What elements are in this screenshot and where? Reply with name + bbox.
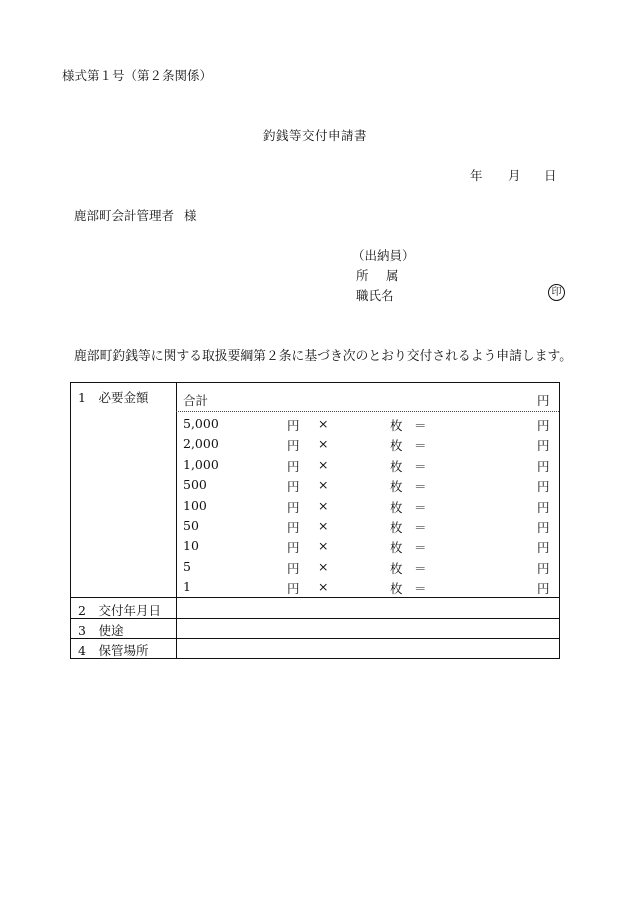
denomination-value: 50 xyxy=(183,518,199,533)
storage-location-field[interactable] xyxy=(177,639,559,657)
dept-label-1: 所 xyxy=(356,268,369,283)
count-unit: 枚 xyxy=(390,418,403,433)
denomination-unit: 円 xyxy=(287,438,300,454)
date-day-label: 日 xyxy=(544,168,557,183)
equals-sign: ＝ xyxy=(414,438,427,454)
denomination-value: 1,000 xyxy=(183,456,219,472)
denomination-unit: 円 xyxy=(287,479,300,495)
denomination-value: 5 xyxy=(183,558,191,574)
equals-sign: ＝ xyxy=(414,418,427,433)
count-unit: 枚 xyxy=(390,560,403,576)
multiply-sign: × xyxy=(318,579,329,595)
denomination-value: 2,000 xyxy=(183,436,219,452)
count-unit: 枚 xyxy=(390,479,403,495)
row-storage-location-label: 4 保管場所 xyxy=(78,643,149,658)
amount-unit: 円 xyxy=(537,458,550,474)
equals-sign: ＝ xyxy=(414,540,427,556)
dept-label-2: 属 xyxy=(386,268,399,283)
date-year-label: 年 xyxy=(470,168,483,183)
amount-unit: 円 xyxy=(537,520,550,535)
multiply-sign: × xyxy=(318,538,329,554)
row-issue-date-label: 2 交付年月日 xyxy=(78,603,161,618)
total-divider xyxy=(176,411,559,412)
denomination-unit: 円 xyxy=(287,499,300,515)
addressee-honorific: 様 xyxy=(184,208,197,223)
multiply-sign: × xyxy=(318,497,329,513)
purpose-field[interactable] xyxy=(177,619,559,638)
count-unit: 枚 xyxy=(390,438,403,454)
equals-sign: ＝ xyxy=(414,458,427,474)
total-label: 合計 xyxy=(183,393,209,408)
multiply-sign: × xyxy=(318,416,329,431)
addressee-name: 鹿部町会計管理者 xyxy=(74,208,175,223)
equals-sign: ＝ xyxy=(414,479,427,495)
count-unit: 枚 xyxy=(390,458,403,474)
denomination-value: 1 xyxy=(183,579,191,595)
multiply-sign: × xyxy=(318,558,329,574)
name-label: 職氏名 xyxy=(356,288,394,303)
amount-unit: 円 xyxy=(537,581,550,597)
denomination-value: 5,000 xyxy=(183,416,219,431)
seal-mark-icon: 印 xyxy=(548,284,565,301)
multiply-sign: × xyxy=(318,518,329,533)
count-unit: 枚 xyxy=(390,520,403,535)
denomination-value: 10 xyxy=(183,538,199,554)
denomination-unit: 円 xyxy=(287,581,300,597)
row-purpose-label: 3 使途 xyxy=(78,623,124,638)
equals-sign: ＝ xyxy=(414,499,427,515)
multiply-sign: × xyxy=(318,477,329,493)
form-number: 様式第１号（第２条関係） xyxy=(62,68,213,83)
denomination-unit: 円 xyxy=(287,418,300,433)
denomination-unit: 円 xyxy=(287,458,300,474)
multiply-sign: × xyxy=(318,456,329,472)
amount-unit: 円 xyxy=(537,499,550,515)
amount-unit: 円 xyxy=(537,418,550,433)
document-title: 釣銭等交付申請書 xyxy=(262,128,367,143)
denomination-unit: 円 xyxy=(287,540,300,556)
denomination-unit: 円 xyxy=(287,560,300,576)
amount-unit: 円 xyxy=(537,438,550,454)
applicant-heading: （出納員） xyxy=(352,248,415,263)
denomination-value: 500 xyxy=(183,477,207,493)
multiply-sign: × xyxy=(318,436,329,452)
application-statement: 鹿部町釣銭等に関する取扱要綱第２条に基づき次のとおり交付されるよう申請します。 xyxy=(74,349,573,364)
count-unit: 枚 xyxy=(390,540,403,556)
amount-unit: 円 xyxy=(537,479,550,495)
equals-sign: ＝ xyxy=(414,560,427,576)
denomination-unit: 円 xyxy=(287,520,300,535)
count-unit: 枚 xyxy=(390,499,403,515)
equals-sign: ＝ xyxy=(414,581,427,597)
amount-unit: 円 xyxy=(537,540,550,556)
equals-sign: ＝ xyxy=(414,520,427,535)
amount-unit: 円 xyxy=(537,560,550,576)
date-month-label: 月 xyxy=(508,168,521,183)
total-unit: 円 xyxy=(537,393,550,408)
application-table xyxy=(70,382,560,659)
count-unit: 枚 xyxy=(390,581,403,597)
issue-date-field[interactable] xyxy=(177,598,559,617)
denomination-value: 100 xyxy=(183,497,207,513)
row-required-amount-label: 1 必要金額 xyxy=(78,390,149,405)
